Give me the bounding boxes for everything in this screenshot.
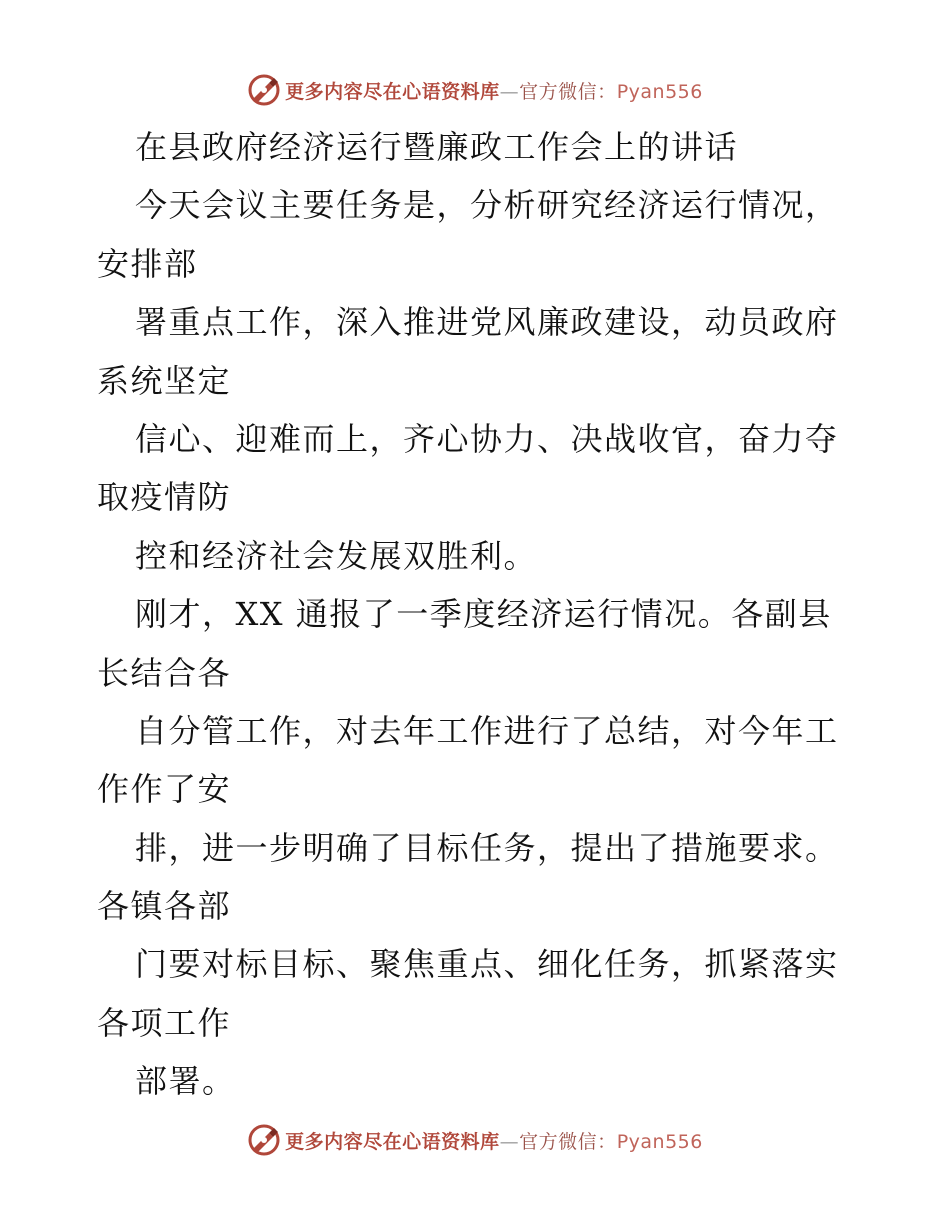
banner-library-name: 更多内容尽在心语资料库 (285, 80, 500, 103)
banner-separator: — (499, 1130, 520, 1153)
paragraph-line: 信心、迎难而上，齐心协力、决战收官，奋力夺 (135, 419, 839, 458)
banner-separator: — (499, 80, 520, 103)
paragraph-line: 今天会议主要任务是，分析研究经济运行情况， (135, 186, 839, 225)
paragraph-line: 作作了安 (97, 770, 232, 809)
paragraph-line: 长结合各 (97, 653, 232, 692)
banner-text (285, 1127, 703, 1154)
footer-banner (0, 1120, 950, 1160)
banner-text (285, 77, 703, 104)
paragraph-line: 门要对标目标、聚焦重点、细化任务，抓紧落实 (135, 945, 839, 984)
document-title: 在县政府经济运行暨廉政工作会上的讲话 (135, 128, 739, 166)
paragraph-line: 安排部 (97, 244, 198, 283)
paragraph-line: 取疫情防 (97, 478, 232, 517)
banner-wechat-label: 官方微信： (519, 80, 617, 103)
paragraph-line: 控和经济社会发展双胜利。 (135, 536, 538, 575)
pen-logo-icon (247, 1123, 281, 1157)
paragraph-line: 刚才，XX 通报了一季度经济运行情况。各副县 (135, 595, 832, 634)
document-body (97, 118, 857, 1111)
paragraph-line: 署重点工作，深入推进党风廉政建设，动员政府 (135, 303, 839, 342)
paragraph-line: 部署。 (135, 1062, 236, 1101)
banner-wechat-id: Pyan556 (616, 80, 703, 103)
banner-wechat-label: 官方微信： (519, 1130, 617, 1153)
banner-library-name: 更多内容尽在心语资料库 (285, 1130, 500, 1153)
pen-logo-icon (247, 73, 281, 107)
paragraph-line: 系统坚定 (97, 361, 232, 400)
paragraph-line: 各项工作 (97, 1003, 232, 1042)
paragraph-line: 各镇各部 (97, 887, 232, 926)
paragraph-line: 自分管工作，对去年工作进行了总结，对今年工 (135, 711, 839, 750)
header-banner (0, 70, 950, 110)
banner-wechat-id: Pyan556 (616, 1130, 703, 1153)
paragraph-line: 排，进一步明确了目标任务，提出了措施要求。 (135, 828, 839, 867)
